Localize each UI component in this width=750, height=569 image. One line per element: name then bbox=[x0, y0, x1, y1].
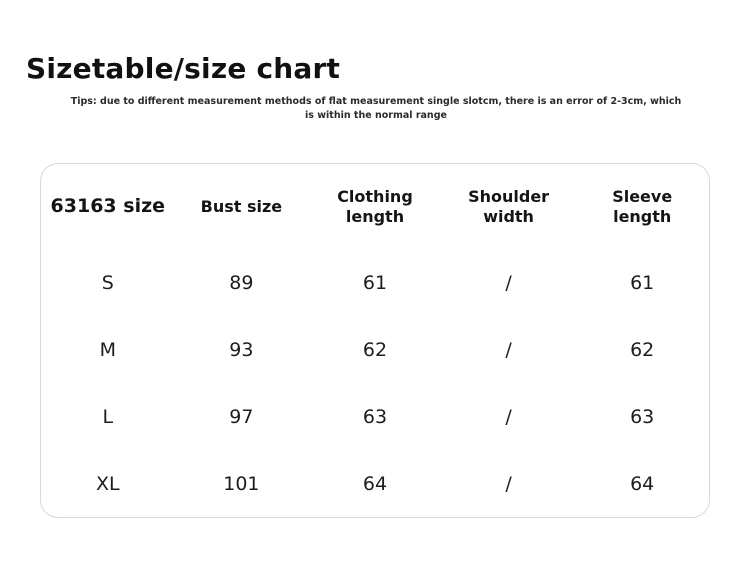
measurement-tips bbox=[26, 95, 726, 123]
cell-sleeve-length-m: 62 bbox=[630, 339, 655, 362]
column-header-style-code bbox=[41, 164, 175, 250]
cell-shoulder-width-l: / bbox=[505, 405, 512, 428]
column-header-clothing-length-line-2: length bbox=[345, 207, 405, 226]
column-header-clothing-length-line-1: Clothing bbox=[337, 187, 413, 206]
cell-sleeve-length-s: 61 bbox=[630, 272, 655, 295]
cell-clothing-length-l: 63 bbox=[362, 405, 388, 428]
cell-size-l: L bbox=[102, 405, 114, 428]
cell-shoulder-width-m: / bbox=[505, 339, 512, 362]
size-table bbox=[41, 164, 709, 517]
table-header-row bbox=[41, 164, 709, 250]
cell-clothing-length-s: 61 bbox=[362, 272, 388, 295]
table-row bbox=[41, 317, 709, 384]
column-header-bust-size-label: Bust size bbox=[200, 197, 283, 216]
cell-clothing-length-m: 62 bbox=[362, 339, 388, 362]
cell-bust-xl: 101 bbox=[223, 472, 260, 495]
column-header-style-code-label: 63163 size bbox=[50, 195, 166, 218]
size-table-card bbox=[40, 163, 710, 518]
size-table-body bbox=[41, 250, 709, 517]
column-header-bust-size bbox=[175, 164, 309, 250]
size-table-head bbox=[41, 164, 709, 250]
column-header-shoulder-width-line-2: width bbox=[483, 207, 534, 226]
column-header-shoulder-width-line-1: Shoulder bbox=[468, 187, 550, 206]
cell-shoulder-width-xl: / bbox=[505, 472, 512, 495]
table-row bbox=[41, 250, 709, 317]
cell-shoulder-width-s: / bbox=[505, 272, 512, 295]
cell-sleeve-length-l: 63 bbox=[630, 405, 655, 428]
table-row bbox=[41, 384, 709, 451]
tips-line-2: is within the normal range bbox=[305, 109, 447, 121]
cell-bust-s: 89 bbox=[229, 272, 254, 295]
column-header-sleeve-length-line-2: length bbox=[613, 207, 672, 226]
cell-size-m: M bbox=[99, 339, 116, 362]
column-header-shoulder-width bbox=[442, 164, 576, 250]
cell-clothing-length-xl: 64 bbox=[362, 472, 388, 495]
cell-bust-l: 97 bbox=[229, 405, 254, 428]
page-title: Sizetable/size chart bbox=[26, 52, 341, 85]
table-row bbox=[41, 450, 709, 517]
cell-bust-m: 93 bbox=[229, 339, 254, 362]
column-header-sleeve-length bbox=[575, 164, 709, 250]
column-header-clothing-length bbox=[308, 164, 442, 250]
cell-size-s: S bbox=[101, 272, 114, 295]
column-header-sleeve-length-line-1: Sleeve bbox=[612, 187, 673, 206]
cell-size-xl: XL bbox=[95, 472, 120, 495]
tips-line-1: Tips: due to different measurement methods of flat measurement single slotcm, there is an error of 2-3cm, which bbox=[70, 96, 682, 107]
cell-sleeve-length-xl: 64 bbox=[630, 472, 655, 495]
